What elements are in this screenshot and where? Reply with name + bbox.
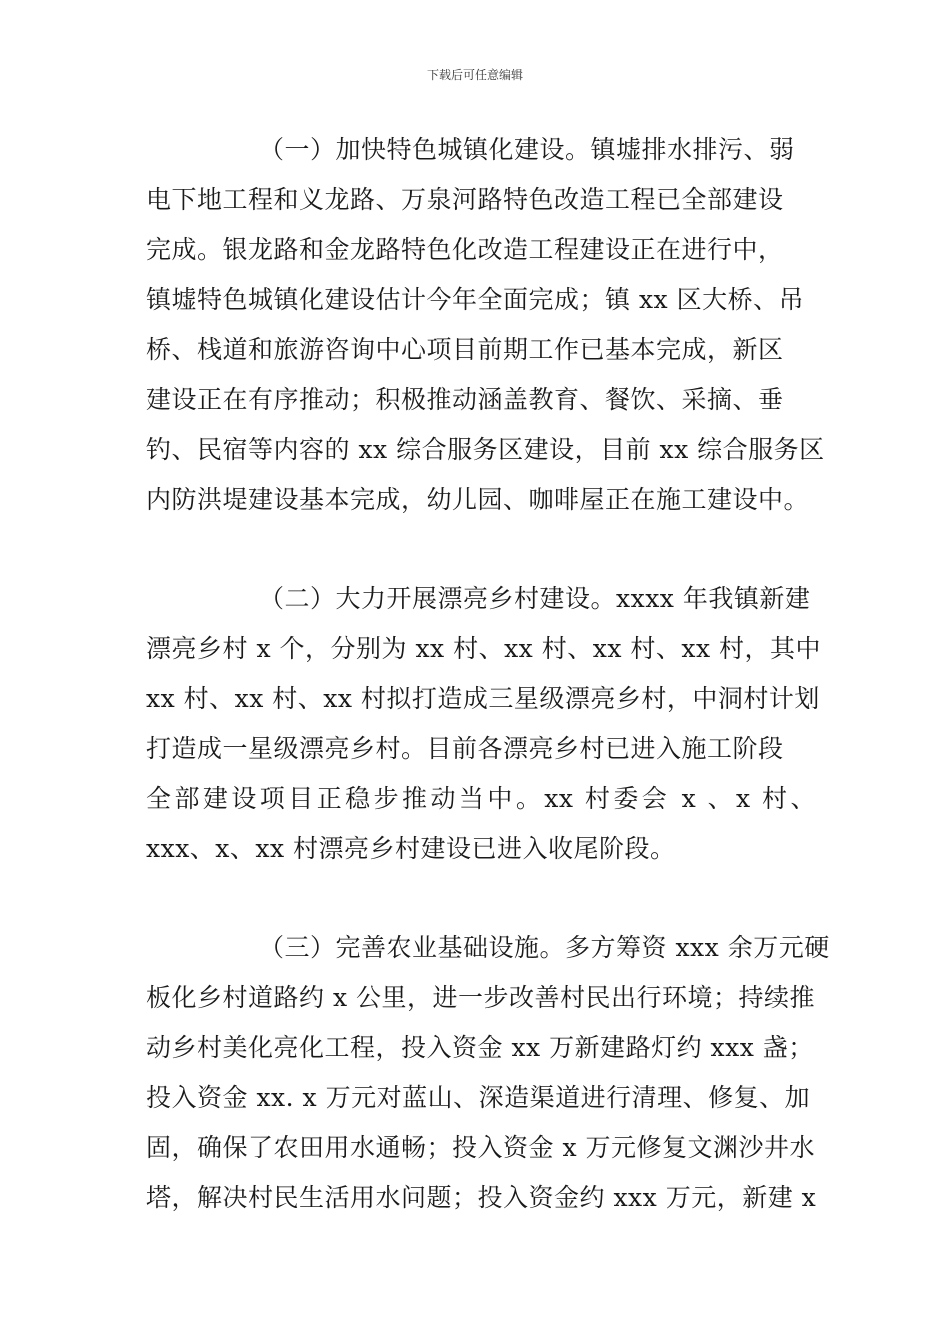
paragraph-line: （二）大力开展漂亮乡村建设。xxxx 年我镇新建 — [259, 584, 811, 613]
paragraph-line: 完成。银龙路和金龙路特色化改造工程建设正在进行中， — [146, 235, 784, 264]
paragraph-line: 打造成一星级漂亮乡村。目前各漂亮乡村已进入施工阶段 — [146, 734, 784, 763]
paragraph-line: 动乡村美化亮化工程，投入资金 xx 万新建路灯约 xxx 盏； — [146, 1033, 814, 1062]
paragraph-line: 镇墟特色城镇化建设估计今年全面完成；镇 xx 区大桥、吊 — [146, 285, 805, 314]
paragraph-line: 钓、民宿等内容的 xx 综合服务区建设，目前 xx 综合服务区 — [146, 435, 825, 464]
paragraph-2 — [146, 574, 822, 874]
paragraph-3 — [146, 923, 830, 1223]
paragraph-line: 塔，解决村民生活用水问题；投入资金约 xxx 万元，新建 x — [146, 1183, 817, 1212]
paragraph-line: 漂亮乡村 x 个，分别为 xx 村、xx 村、xx 村、xx 村，其中 — [146, 634, 822, 663]
paragraph-line: 固，确保了农田用水通畅；投入资金 x 万元修复文渊沙井水 — [146, 1133, 815, 1162]
paragraph-line: xxx、x、xx 村漂亮乡村建设已进入收尾阶段。 — [146, 834, 676, 863]
paragraph-1 — [146, 125, 825, 525]
paragraph-line: 电下地工程和义龙路、万泉河路特色改造工程已全部建设 — [146, 185, 784, 214]
paragraph-line: 投入资金 xx. x 万元对蓝山、深造渠道进行清理、修复、加 — [146, 1083, 811, 1112]
paragraph-line: 桥、栈道和旅游咨询中心项目前期工作已基本完成，新区 — [146, 335, 784, 364]
paragraph-line: 全部建设项目正稳步推动当中。xx 村委会 x 、x 村、 — [146, 784, 816, 813]
paragraph-line: 建设正在有序推动；积极推动涵盖教育、餐饮、采摘、垂 — [146, 385, 784, 414]
page-header: 下载后可任意编辑 — [426, 68, 523, 82]
paragraph-line: 板化乡村道路约 x 公里，进一步改善村民出行环境；持续推 — [146, 983, 815, 1012]
paragraph-line: 内防洪堤建设基本完成，幼儿园、咖啡屋正在施工建设中。 — [146, 485, 810, 514]
paragraph-line: （三）完善农业基础设施。多方筹资 xxx 余万元硬 — [259, 933, 830, 962]
paragraph-line: （一）加快特色城镇化建设。镇墟排水排污、弱 — [259, 135, 795, 164]
paragraph-line: xx 村、xx 村、xx 村拟打造成三星级漂亮乡村，中洞村计划 — [146, 684, 820, 713]
